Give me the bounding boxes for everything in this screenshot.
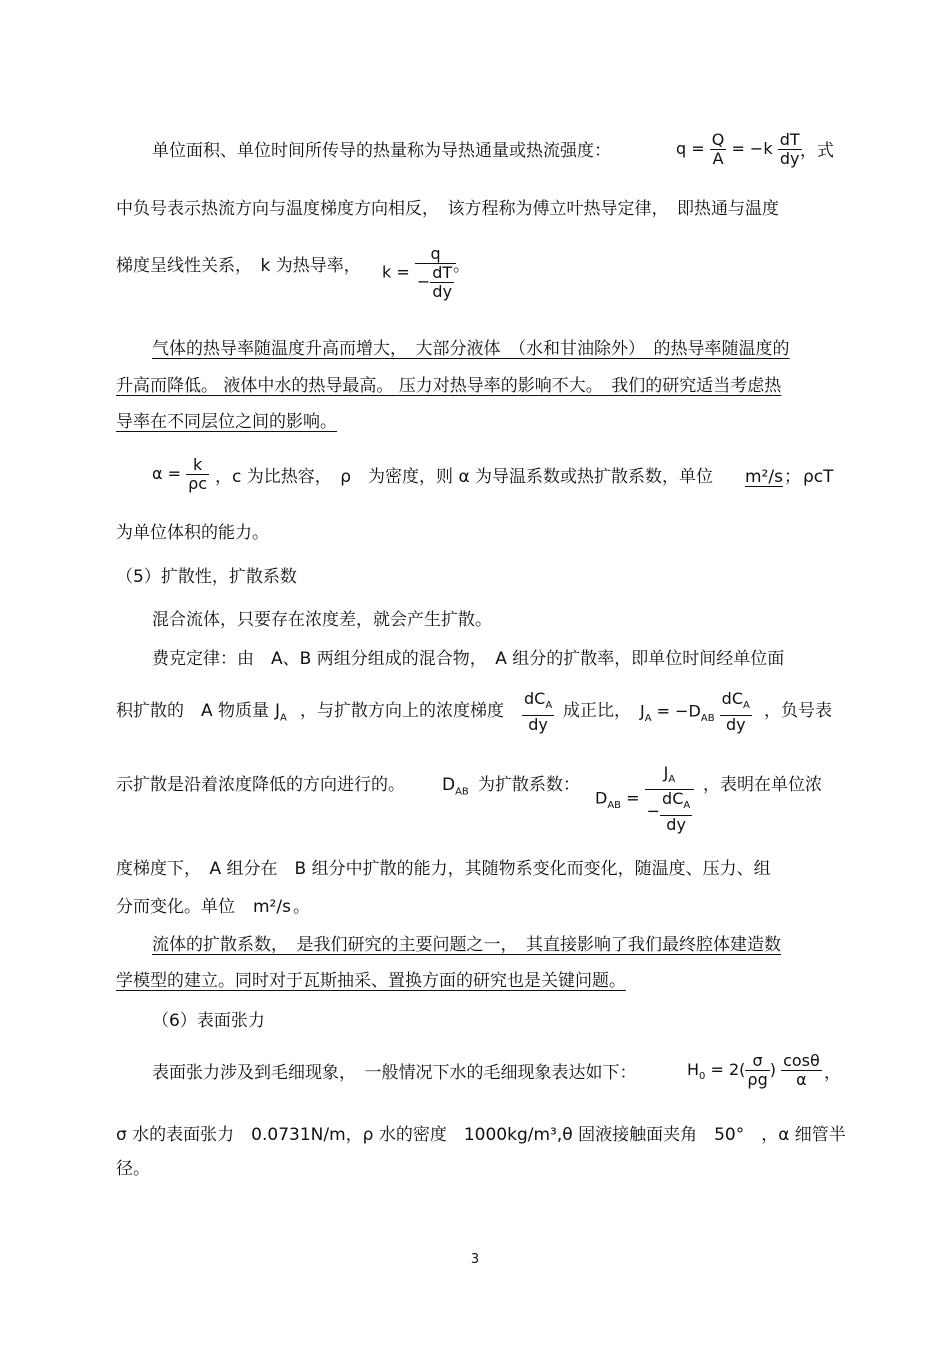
text-line: 径。 bbox=[116, 1159, 150, 1179]
denominator bbox=[645, 790, 695, 834]
subscript: A bbox=[644, 712, 652, 724]
subscript: AB bbox=[607, 799, 622, 811]
numerator bbox=[522, 690, 554, 716]
unit-text: m²/s bbox=[745, 467, 783, 487]
fraction bbox=[415, 245, 456, 301]
denominator: ρc bbox=[188, 474, 208, 493]
denominator: ρg bbox=[747, 1070, 768, 1089]
minus-sign: − bbox=[646, 801, 661, 821]
text-fragment: 为扩散系数： bbox=[478, 775, 580, 795]
denominator: dy bbox=[725, 715, 746, 735]
subscript: A bbox=[280, 712, 287, 724]
numerator: dT bbox=[432, 263, 453, 282]
text-line: 流体的扩散系数， 是我们研究的主要问题之一， 其直接影响了我们最终腔体建造数 bbox=[152, 935, 781, 955]
denominator: dy bbox=[666, 815, 686, 835]
formula-conductivity bbox=[382, 245, 456, 301]
text-line: 度梯度下， A 组分在 B 组分中扩散的能力，其随物系变化而变化，随温度、压力、组 bbox=[116, 859, 771, 879]
formula-term: k = bbox=[382, 262, 410, 282]
fraction bbox=[430, 264, 454, 301]
text-fragment: ，式 bbox=[800, 141, 834, 161]
subscript: 0 bbox=[699, 1071, 706, 1083]
formula-term: q = bbox=[676, 139, 705, 158]
symbol: dC bbox=[524, 689, 546, 708]
text-fragment: ， bbox=[824, 1063, 841, 1083]
fraction bbox=[720, 690, 752, 734]
formula-term: ρcT bbox=[803, 467, 834, 487]
denominator bbox=[415, 264, 456, 301]
subscript: AB bbox=[700, 712, 715, 724]
numerator bbox=[660, 790, 692, 816]
text-line: 升高而降低。 液体中水的热导最高。 压力对热导率的影响不大。 我们的研究适当考虑热 bbox=[116, 376, 782, 396]
formula-heat-flux bbox=[676, 131, 802, 168]
symbol: H bbox=[687, 1060, 700, 1079]
text-fragment: ，c 为比热容， ρ 为密度，则 α 为导温系数或热扩散系数，单位 bbox=[215, 467, 714, 487]
fraction bbox=[645, 764, 695, 834]
denominator: dy bbox=[432, 282, 453, 301]
formula-term bbox=[275, 700, 287, 729]
numerator: q bbox=[415, 245, 456, 264]
numerator bbox=[720, 690, 752, 716]
text-fragment: ，表明在单位浓 bbox=[703, 775, 822, 795]
text-line: σ 水的表面张力 0.0731N/m，ρ 水的密度 1000kg/m³,θ 固液接触面夹角 50° ，α 细管半 bbox=[116, 1125, 846, 1145]
text-line: 气体的热导率随温度升高而增大， 大部分液体 （水和甘油除外） 的热导率随温度的 bbox=[152, 339, 790, 359]
text-line: 中负号表示热流方向与温度梯度方向相反， 该方程称为傅立叶热导定律， 即热通与温度 bbox=[116, 199, 779, 219]
subscript: A bbox=[545, 700, 553, 712]
symbol: J bbox=[640, 701, 645, 721]
text-fragment: 成正比， bbox=[563, 701, 631, 721]
text-line: 梯度呈线性关系， k 为热导率， bbox=[116, 256, 361, 276]
symbol: J bbox=[275, 701, 281, 721]
denominator: α bbox=[796, 1070, 807, 1089]
formula-thermal-diffusivity bbox=[152, 456, 209, 493]
text-line: 混合流体，只要存在浓度差，就会产生扩散。 bbox=[152, 610, 492, 630]
text-line: 导率在不同层位之间的影响。 bbox=[116, 412, 337, 432]
minus-sign: − bbox=[416, 272, 431, 291]
text-fragment: 示扩散是沿着浓度降低的方向进行的。 bbox=[116, 775, 405, 795]
formula-term: α = bbox=[152, 464, 182, 483]
numerator: Q bbox=[711, 130, 725, 149]
text-line: 费克定律：由 A、B 两组分组成的混合物， A 组分的扩散率，即单位时间经单位面 bbox=[152, 649, 785, 669]
denominator: A bbox=[712, 149, 724, 168]
symbol: J bbox=[663, 763, 669, 782]
subscript: A bbox=[668, 774, 676, 786]
formula-term: = −k bbox=[731, 139, 773, 158]
text-fragment: 表面张力涉及到毛细现象， 一般情况下水的毛细现象表达如下： bbox=[152, 1063, 637, 1083]
formula-diffusion-coefficient bbox=[595, 764, 694, 834]
formula-term: = bbox=[626, 788, 640, 808]
text-line: 学模型的建立。同时对于瓦斯抽采、置换方面的研究也是关键问题。 bbox=[116, 971, 626, 991]
fraction bbox=[660, 790, 692, 834]
denominator: dy bbox=[779, 149, 800, 168]
fraction bbox=[710, 131, 727, 168]
symbol: dC bbox=[662, 789, 684, 809]
formula-term: = −D bbox=[656, 701, 701, 721]
text-fragment: 。 bbox=[293, 897, 310, 917]
formula-fick-law bbox=[640, 690, 752, 734]
fraction bbox=[522, 690, 554, 734]
text-fragment: ，与扩散方向上的浓度梯度 bbox=[300, 701, 504, 721]
unit-text: m²/s bbox=[253, 897, 291, 917]
text-fragment: 。 bbox=[453, 256, 470, 276]
numerator bbox=[645, 764, 695, 790]
section-heading: （6）表面张力 bbox=[152, 1011, 265, 1031]
symbol: dC bbox=[721, 689, 743, 708]
text-fragment: 积扩散的 A 物质量 bbox=[116, 701, 270, 721]
denominator: dy bbox=[528, 715, 548, 735]
fraction bbox=[745, 1052, 769, 1089]
formula-term bbox=[442, 774, 469, 803]
numerator: cosθ bbox=[783, 1051, 820, 1070]
subscript: A bbox=[743, 700, 750, 712]
page-number: 3 bbox=[470, 1252, 480, 1267]
formula-term: ) bbox=[769, 1060, 776, 1079]
fraction bbox=[781, 1052, 822, 1089]
fraction bbox=[186, 456, 209, 493]
fraction bbox=[778, 131, 802, 168]
formula-concentration-gradient bbox=[522, 690, 554, 734]
symbol: D bbox=[595, 788, 608, 808]
formula-term: = 2( bbox=[710, 1060, 746, 1079]
text-fragment: ，负号表 bbox=[764, 701, 832, 721]
subscript: A bbox=[683, 800, 691, 812]
subscript: AB bbox=[455, 786, 469, 798]
text-line: 为单位体积的能力。 bbox=[116, 523, 269, 543]
section-heading: （5）扩散性，扩散系数 bbox=[116, 567, 297, 587]
formula-capillary-rise bbox=[687, 1052, 822, 1089]
numerator: σ bbox=[745, 1052, 769, 1071]
text-fragment: 分而变化。单位 bbox=[116, 897, 235, 917]
symbol: D bbox=[442, 775, 456, 795]
fourier-intro-text: 单位面积、单位时间所传导的热量称为导热通量或热流强度： bbox=[152, 141, 611, 161]
text-fragment: ； bbox=[784, 467, 801, 487]
numerator: k bbox=[186, 456, 209, 475]
numerator: dT bbox=[779, 130, 800, 149]
